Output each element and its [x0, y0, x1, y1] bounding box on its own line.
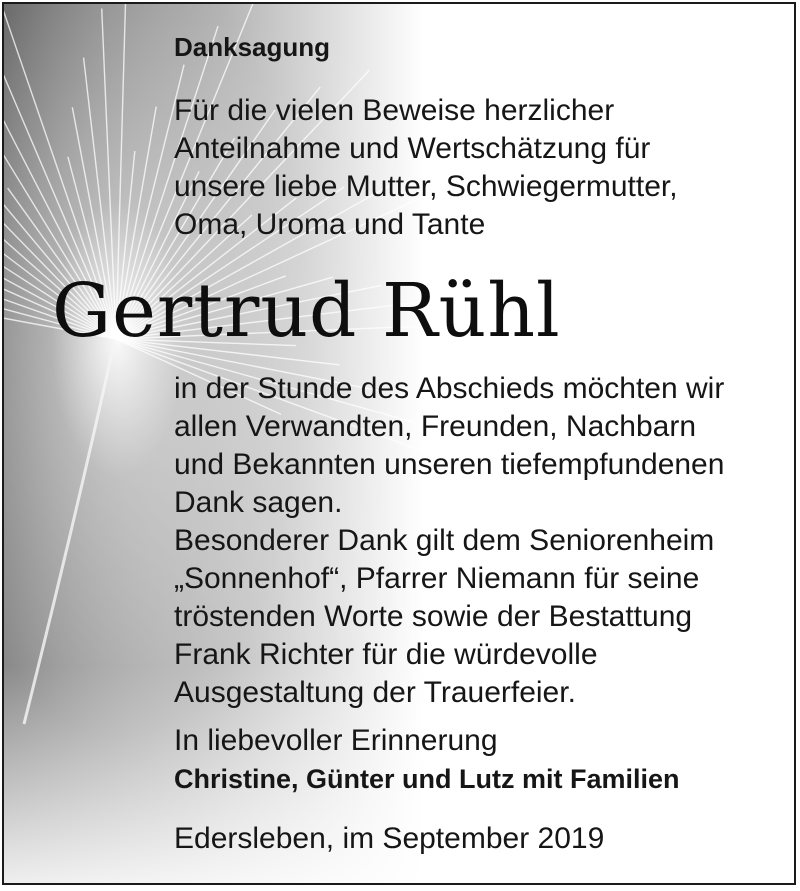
body-line: allen Verwandten, Freunden, Nachbarn [174, 410, 697, 443]
family-signature: Christine, Günter und Lutz mit Familien [174, 764, 680, 794]
closing-text: In liebevoller Erinnerung [174, 724, 498, 757]
body-line: tröstenden Worte sowie der Bestattung [174, 600, 693, 633]
body-line: Ausgestaltung der Trauerfeier. [174, 676, 576, 709]
body-line: „Sonnenhof“, Pfarrer Niemann für seine [174, 562, 700, 595]
deceased-name: Gertrud Rühl [52, 268, 561, 354]
body-line: und Bekannten unseren tiefempfundenen [174, 448, 725, 481]
body-text [174, 370, 774, 712]
closing-block [174, 722, 774, 798]
body-line: Besonderer Dank gilt dem Seniorenheim [174, 524, 715, 557]
obituary-card [2, 2, 796, 885]
place-date: Edersleben, im September 2019 [174, 822, 605, 855]
body-line: in der Stunde des Abschieds möchten wir [174, 372, 725, 405]
intro-line: Oma, Uroma und Tante [174, 208, 486, 241]
body-line: Dank sagen. [174, 486, 343, 519]
heading-danksagung: Danksagung [174, 32, 331, 62]
intro-line: Anteilnahme und Wertschätzung für [174, 132, 651, 165]
body-line: Frank Richter für die würdevolle [174, 638, 598, 671]
intro-text [174, 92, 774, 244]
intro-line: unsere liebe Mutter, Schwiegermutter, [174, 170, 678, 203]
intro-line: Für die vielen Beweise herzlicher [174, 94, 615, 127]
